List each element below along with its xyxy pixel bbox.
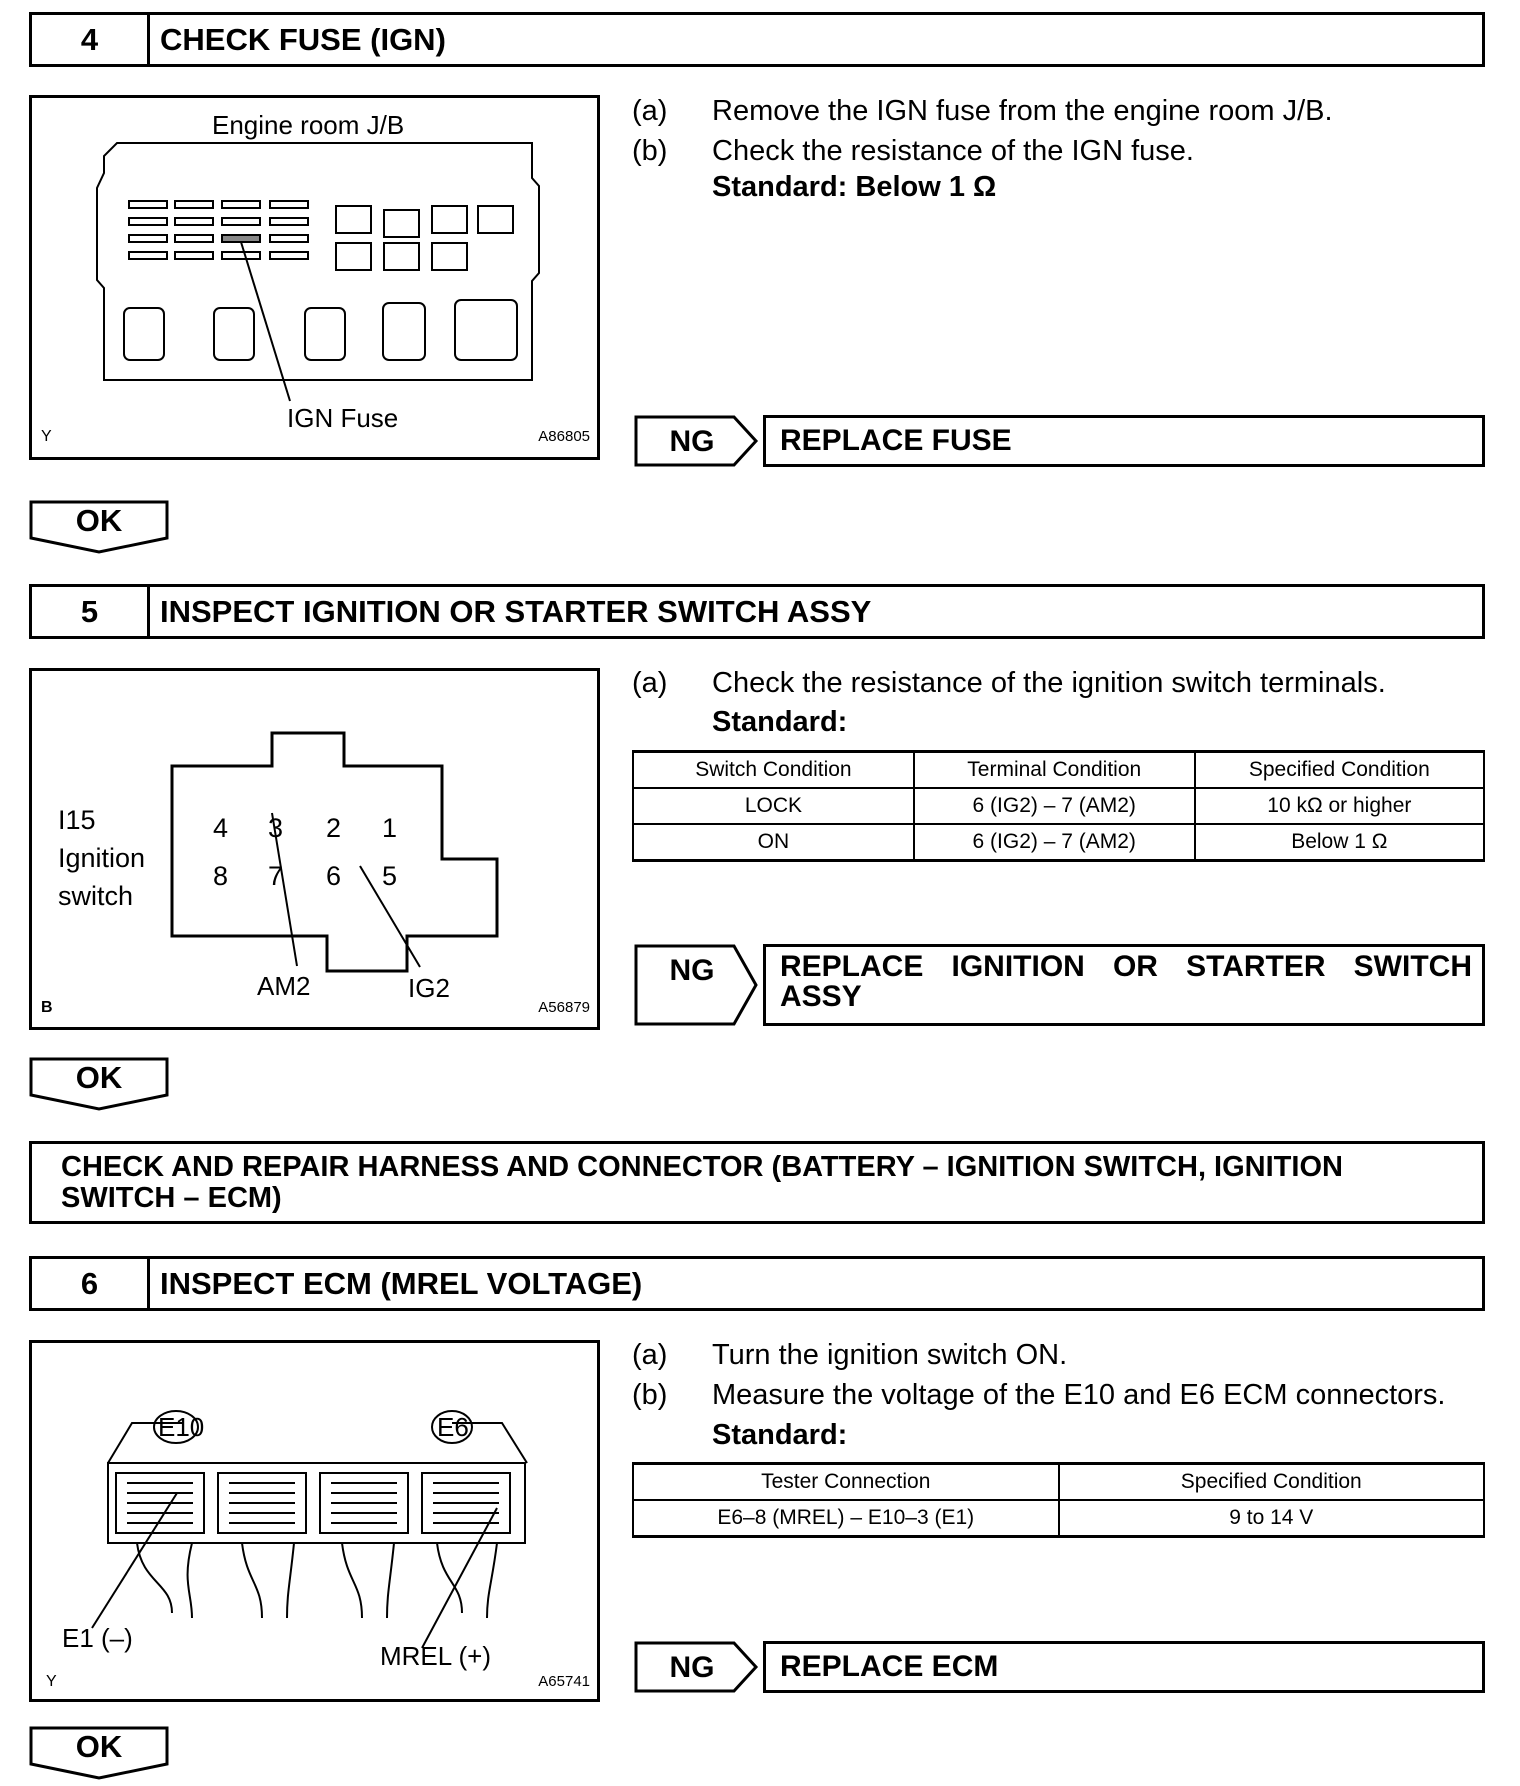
connector-e6-label: E6 (437, 1412, 469, 1442)
am2-callout: AM2 (257, 971, 311, 1001)
table-header: Specified Condition (1195, 752, 1484, 789)
ign-fuse-slot (222, 235, 260, 242)
voltage-spec-table (632, 1462, 1485, 1538)
step-title: INSPECT IGNITION OR STARTER SWITCH ASSY (160, 593, 872, 629)
step-6-header (29, 1256, 1485, 1311)
instruction-b: (b) Measure the voltage of the E10 and E6 ECM connectors. (632, 1379, 1446, 1411)
pin-6: 6 (326, 861, 342, 891)
ok-arrow (29, 1726, 169, 1786)
pin-3: 3 (268, 813, 284, 843)
ig2-callout: IG2 (408, 973, 450, 1003)
table-header: Switch Condition (633, 752, 914, 789)
figure-corner-mark: B (41, 999, 53, 1016)
pin-2: 2 (326, 813, 342, 843)
ok-arrow (29, 500, 169, 560)
connector-e10-label: E10 (158, 1412, 205, 1442)
step-number: 4 (32, 15, 150, 64)
ok-label: OK (75, 1729, 123, 1764)
step-5-header (29, 584, 1485, 639)
ng-label: NG (669, 425, 715, 458)
repair-action-box: CHECK AND REPAIR HARNESS AND CONNECTOR (BATTERY – IGNITION SWITCH, IGNITION SWITCH – ECM) (29, 1141, 1485, 1224)
table-header: Terminal Condition (914, 752, 1195, 789)
table-cell: 10 kΩ or higher (1195, 788, 1484, 824)
table-row (633, 824, 1484, 861)
connector-label: I15 Ignition switch (58, 805, 146, 911)
figure-code: A65741 (538, 1673, 590, 1690)
pin-4: 4 (213, 813, 229, 843)
instruction-a: (a) Turn the ignition switch ON. (632, 1339, 1068, 1371)
step-number: 5 (32, 587, 150, 636)
ok-arrow (29, 1057, 169, 1117)
figure-code: A86805 (538, 428, 590, 445)
table-cell: E6–8 (MREL) – E10–3 (E1) (633, 1500, 1059, 1537)
ng-action-box: REPLACE IGNITION OR STARTER SWITCH ASSY (763, 944, 1485, 1026)
table-header-row (633, 1464, 1484, 1501)
instruction-a: (a) Check the resistance of the ignition switch terminals. (632, 667, 1386, 699)
ng-label: NG (669, 1651, 715, 1684)
engine-room-jb-figure (29, 95, 600, 460)
ok-label: OK (75, 1060, 123, 1095)
mrel-callout: MREL (+) (380, 1641, 491, 1671)
table-cell: 6 (IG2) – 7 (AM2) (914, 788, 1195, 824)
table-cell: ON (633, 824, 914, 861)
table-header: Tester Connection (633, 1464, 1059, 1501)
ign-fuse-callout: IGN Fuse (287, 403, 399, 433)
ignition-switch-figure (29, 668, 600, 1030)
table-cell: Below 1 Ω (1195, 824, 1484, 861)
standard-value: Standard: Below 1 Ω (712, 171, 997, 203)
table-row (633, 788, 1484, 824)
figure-corner-mark: Y (41, 428, 52, 445)
ng-action-box: REPLACE ECM (763, 1641, 1485, 1693)
ecm-connector-figure (29, 1340, 600, 1702)
step-number: 6 (32, 1259, 150, 1308)
table-row (633, 1500, 1484, 1537)
figure-title: Engine room J/B (212, 110, 405, 140)
pin-5: 5 (382, 861, 398, 891)
ng-label: NG (669, 954, 715, 987)
table-cell: LOCK (633, 788, 914, 824)
instruction-b: (b) Check the resistance of the IGN fuse. (632, 135, 1194, 167)
pin-8: 8 (213, 861, 229, 891)
resistance-spec-table (632, 750, 1485, 862)
step-title: CHECK FUSE (IGN) (160, 21, 446, 57)
table-header: Specified Condition (1059, 1464, 1485, 1501)
figure-corner-mark: Y (46, 1673, 57, 1690)
e1-callout: E1 (–) (62, 1623, 133, 1653)
table-cell: 9 to 14 V (1059, 1500, 1485, 1537)
standard-label: Standard: (712, 1419, 848, 1451)
instruction-a: (a) Remove the IGN fuse from the engine room J/B. (632, 95, 1333, 127)
table-cell: 6 (IG2) – 7 (AM2) (914, 824, 1195, 861)
pin-1: 1 (382, 813, 398, 843)
step-4-header (29, 12, 1485, 67)
standard-label: Standard: (712, 706, 848, 738)
figure-code: A56879 (538, 999, 590, 1016)
step-title: INSPECT ECM (MREL VOLTAGE) (160, 1265, 643, 1301)
ng-action-box: REPLACE FUSE (763, 415, 1485, 467)
table-header-row (633, 752, 1484, 789)
pin-7: 7 (268, 861, 284, 891)
ok-label: OK (75, 503, 123, 538)
